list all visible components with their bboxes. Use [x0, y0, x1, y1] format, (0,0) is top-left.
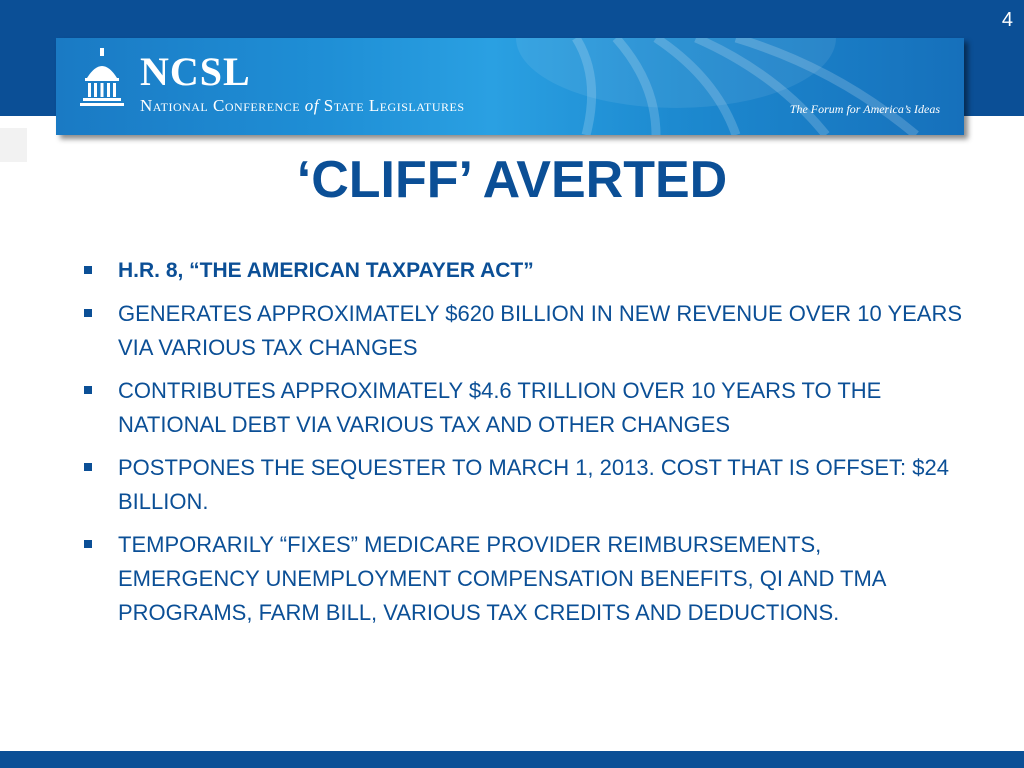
bullet-list — [84, 254, 964, 639]
logo-full-prefix: National Conference — [140, 96, 301, 115]
square-bullet-icon — [84, 463, 92, 471]
bullet-text: GENERATES APPROXIMATELY $620 BILLION IN NEW REVENUE OVER 10 YEARS VIA VARIOUS TAX CHANGES — [118, 301, 963, 360]
bullet-item — [84, 297, 964, 365]
bullet-item — [84, 374, 964, 442]
bullet-item — [84, 451, 964, 519]
square-bullet-icon — [84, 266, 92, 274]
ncsl-banner — [56, 38, 964, 135]
bullet-text: CONTRIBUTES APPROXIMATELY $4.6 TRILLION OVER 10 YEARS TO THE NATIONAL DEBT VIA VARIOUS TAX AND OTHER CHANGES — [118, 378, 882, 437]
tagline: The Forum for America’s Ideas — [789, 102, 940, 116]
logo-wordmark: NCSL — [140, 49, 251, 94]
square-bullet-icon — [84, 309, 92, 317]
bullet-text: POSTPONES THE SEQUESTER TO MARCH 1, 2013. COST THAT IS OFFSET: $24 BILLION. — [118, 455, 949, 514]
logo-full-suffix: State Legislatures — [323, 96, 465, 115]
logo-full-name — [140, 97, 465, 114]
bullet-text: H.R. 8, “THE AMERICAN TAXPAYER ACT” — [118, 259, 534, 282]
bullet-item — [84, 254, 964, 288]
slide-number: 4 — [1001, 9, 1013, 31]
bullet-text: TEMPORARILY “FIXES” MEDICARE PROVIDER REIMBURSEMENTS, EMERGENCY UNEMPLOYMENT COMPENSATION BENEFITS, QI AND TMA PROGRAMS, FARM BILL, VARIOUS TAX CREDITS AND DEDUCTIONS. — [118, 532, 886, 625]
bullet-item — [84, 528, 964, 630]
square-bullet-icon — [84, 386, 92, 394]
slide-title: ‘CLIFF’ AVERTED — [296, 151, 728, 209]
capitol-dome-icon — [79, 48, 125, 110]
logo-full-of: of — [304, 96, 320, 115]
footer-band — [0, 751, 1024, 768]
square-bullet-icon — [84, 540, 92, 548]
